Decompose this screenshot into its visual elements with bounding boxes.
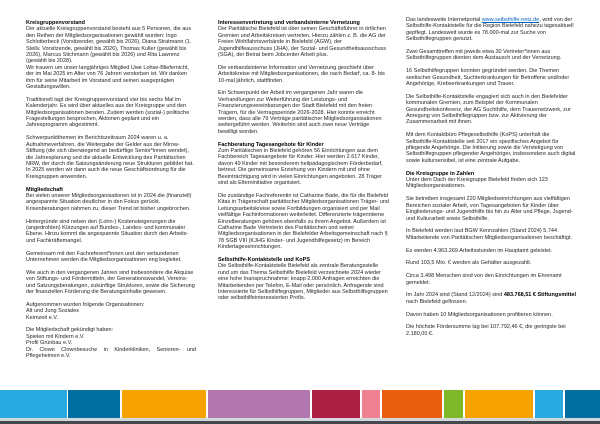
heading-fachberatung-kinder: Fachberatung Tagesangebote für Kinder <box>218 141 324 148</box>
paragraph-profitierende: Davon haben 10 Mitgliedsorganisationen profitieren können. <box>406 311 553 318</box>
paragraph-gruppengruendungen: 16 Selbsthilfegruppen konnten gegründet werden. Die Themen seelischer Gesundheit, Suchterkrankungen für Betroffene und/oder Angehörige, Krebserkrankungen und Trauer. <box>406 68 570 88</box>
list-gekuendigte-mitgliedschaften <box>26 327 196 359</box>
heading-mitgliedschaft: Mitgliedschaft <box>26 186 63 193</box>
paragraph-mitgliedsorganisationen-zahl: Unter dem Dach der Kreisgruppe Bielefeld finden sich 123 Mitgliedsorganisationen. <box>406 177 548 190</box>
heading-selbsthilfe-kontaktstelle: Selbsthilfe-Kontaktstelle und KoPS <box>218 256 310 263</box>
paragraph-arbeitsstunden: Es werden 4.963.269 Arbeitsstunden im Hauptamt geleistet. <box>406 247 553 254</box>
footer-color-bar <box>0 390 600 418</box>
heading-kreisgruppenvorstand: Kreisgruppenvorstand <box>26 20 85 26</box>
paragraph-gremien: Der Paritätische Bielefeld ist über seinen Geschäftsführer in örtlichen Gremien und Arbeitskreisen vertreten. Hierzu zählen z. B. die AG der Freien Wohlfahrtsverbände in Bielefeld (AGW), der Jugendhilfeausschuss (JHA), der Sozial- und Gesundheitsausschuss (SGA), der Beirat beim Jobcenter Arbeit plus. <box>218 26 387 59</box>
footer-color-block-purple <box>208 390 310 418</box>
paragraph-mitgliedseinrichtungen: Sie betreiben insgesamt 220 Mitgliedseinrichtungen aus vielfältigen Bereichen sozialer Arbeit, von Tagesangeboten für Kinder über Eingliederungs- und Jugendhilfe bis hin zu Alter und Pflege, Jugend- und Kulturarbeit sowie Selbsthilfe. <box>406 196 573 222</box>
paragraph-mitarbeitende: In Bielefeld werden laut BGW Kennzahlen (Stand 2024) 5.744 Mitarbeitende von Paritätischen Mitgliedsorganisationen beschäftigt. <box>406 228 573 241</box>
list-item: Keimzeit e.V. <box>26 314 58 321</box>
paragraph-vorstand-mitglieder: Der aktuelle Kreisgruppenvorstand besteht aus 5 Personen, die aus den Reihen der Mitgliedsorganisationen gewählt wurden: Ingo Schlotterbeck (Vorsitzender, gewählt bis 2026), Diana Stratmann (1. Stellv. Vorsitzende, gewählt bis 2026), Thomas Kuller (gewählt bis 2026), Marcus Stichmann (gewählt bis 2026) und Rita Lawrenz (gewählt bis 2028). <box>26 26 192 65</box>
paragraph-foerdersummen: Die höchste Fördersumme lag bei 107.792,46 €, die geringste bei 2.180,00 €. <box>406 324 566 337</box>
footer-color-block-crimson <box>312 390 360 418</box>
column-kreisgruppenvorstand <box>26 20 196 366</box>
paragraph-kommunale-gremien: Die Selbsthilfe-Kontaktstelle engagiert sich auch in den Bielefelder kommunalen Gremien, zum Beispiel der Kommunalen Gesundheitskonferenz, der AG Suchthilfe, dem Trauernetzwerk, zur Anregung von Selbsthilfegruppen bzw. zur Aktivierung der Zusammenarbeit mit ihnen. <box>406 93 571 126</box>
paragraph-hintergruende: Hintergründe sind neben den (Lohn-) Kostensteigerungen die (angedrohten) Kürzungen auf Bundes-, Landes- und kommunaler Ebene. Hinzu kommt die angespannte Situation durch den Arbeits- und Fachkräftemangel. <box>26 218 189 244</box>
footer-color-block-cyan <box>0 390 67 418</box>
paragraph-internetportal <box>406 17 578 43</box>
paragraph-verhandlungen: Ein Schwerpunkt der Arbeit im vergangenen Jahr waren die Verhandlungen zur Weiterführung der Leistungs- und Finanzierungsvereinbarungen der Stadt Bielefeld mit den freien Trägern, für die Vertragsperiode 2026-2028. Hier konnte erreicht werden, dass alle 79 Verträge paritätischer Mitgliedsorganisationen weitergeführt werden. Weiterhin sind auch zwei neue Verträge bewilligt worden. <box>218 90 382 135</box>
paragraph-tagungen: Traditionell tagt der Kreisgruppenvorstand vier bis sechs Mal im Kalenderjahr. Es wird über aktuelles aus der Kreisgruppe und den Mitgliedsorganisationen beraten. Zudem werden (sozial-) politische Fragestellungen besprochen, Aktionen geplant und ein Jahresprogramm abgestimmt. <box>26 96 190 129</box>
paragraph-kops: Mit dem Kontaktbüro Pflegeselbsthilfe (KoPS) unterhält die Selbsthilfe-Kontaktstelle seit 2017 ein spezifisches Angebot für pflegende Angehörige. Die Initiierung sowie die Verstetigung von Selbsthilfegruppen pflegender Angehöriger, insbesondere auch digital sowie kultursensibel, ist eine zentrale Aufgabe. <box>406 132 576 164</box>
footer-color-block-amber-2 <box>465 390 533 418</box>
footer-color-block-dark-blue <box>68 390 120 418</box>
footer-color-block-dark-blue-2 <box>565 390 600 418</box>
list-item: Profil Grünbau e.V. <box>26 340 73 347</box>
footer-color-block-green <box>444 390 463 418</box>
text-after-link: , wird von der Selbsthilfe-Kontaktstelle für die Region Bielefeld nahezu tagesaktuell gepflegt. Landesweit wurde es 78.000-mal zur Suche von Selbsthilfegruppen genutzt. <box>406 17 574 43</box>
paragraph-beratungsinhalte: Wie auch in den vergangenen Jahren sind insbesondere die Akquise von Stiftungs- und Fördermitteln, der Generationswandel, Vereins- und Satzungsberatungen, zukünftige Strukturen, sowie die Sicherung der finanziellen Förderung die Beratungsinhalte gewesen. <box>26 269 195 295</box>
footer-color-block-amber <box>122 390 206 418</box>
selbsthilfe-netz-link[interactable]: www.selbsthilfe-netz.de <box>481 17 540 23</box>
list-title: Die Mitgliedschaft gekündigt haben: <box>26 327 114 334</box>
list-item: Spielen mit Kindern e.V. <box>26 333 85 340</box>
list-title: Aufgenommen wurden folgende Organisationen: <box>26 301 145 308</box>
paragraph-schwerpunktthemen: Schwerpunktthemen im Berichtszeitraum 2024 waren u. a. Aufnahmeverfahren, die Weitergabe der Gelder aus der Mirow-Stiftung (die sich überwiegend an bedürftige Senior*innen wendet), die Jahresplanung und die aktuelle Entwicklung des Paritätischen NRW, der durch die Satzungsänderung neue Strukturen gebildet hat. In 2025 werden wir dann auch die neue Geschäftsordnung für die Kreisgruppen anwenden. <box>26 135 194 180</box>
text-after-bold: nach Bielefeld geflossen. <box>406 298 468 305</box>
footer-color-block-cyan-2 <box>535 390 563 418</box>
paragraph-kontaktstelle: Die Selbsthilfe-Kontaktstelle Bielefeld als zentrale Beratungsstelle rund um das Thema Selbsthilfe Bielefeld verzeichnete 2024 wieder eine hohe Inanspruchnahme: knapp 2.000 Anfragen erreichten die Mitarbeitenden per Telefon, E-Mail oder persönlich. Anfragende sind Interessierte für Selbsthilfegruppen, Mitglieder aus Selbsthilfegruppen oder selbsthilfeinteressierten Profis. <box>218 263 388 302</box>
list-aufgenommene-organisationen <box>26 302 196 321</box>
paragraph-stiftungsmittel <box>406 292 578 305</box>
paragraph-begleitung: Gemeinsam mit den Fachreferent*innen und den verbundenen Unternehmen werden die Mitgliedsorganisationen eng begleitet. <box>26 250 182 263</box>
paragraph-nachruf: Wir trauern um unser langjähriges Mitglied Uwe Lohse-Bliefernicht, der im Mai 2025 im Alter von 76 Jahren verstorben ist. Wir danken ihm für seine Mitarbeit im Vorstand und seinen ausgeprägten Gestaltungswillen. <box>26 64 189 91</box>
paragraph-finanzielle-situation: Bei vielen unserer Mitgliedsorganisationen ist in 2024 die (finanziell) angespannte Situation deutlicher in den Fokus gerückt. Krisenberatungen nahmen zu, dieser Trend ist bisher ungebrochen. <box>26 192 192 212</box>
heading-kreisgruppe-in-zahlen: Die Kreisgruppe in Zahlen <box>406 170 475 177</box>
paragraph-fachreferentin: Die zuständige Fachreferentin ist Catharine Bade, die für die Bielefeld Kitas in Trägerschaft paritätischer Mitgliedsorganisationen Träger- und Leitungsarbeitskreise sowie Fortbildungen organisiert und per Mail vielfältige Fachinformationen weiterleitet. Differenzierte trägerinterne Einzelberatungen gehören ebenfalls zu ihrem Angebot. Außerdem ist Catharine Bade Vertreterin des Paritätischen und seiner Mitgliedsorganisationen in der Bielefelder Arbeitsgemeinschaft nach § 78 SGB VIII (KJHG Kinder- und Jugendhilfegesetz) im Bereich Kindertageseinrichtungen. <box>218 192 389 251</box>
footer-color-block-orange <box>382 390 442 418</box>
paragraph-ehrenamt: Circa 3.498 Menschen sind von den Einrichtungen im Ehrenamt gemeldet. <box>406 273 562 286</box>
stiftungsmittel-amount: 483.768,51 € Stiftungsmittel <box>503 292 576 299</box>
footer-color-block-pink <box>362 390 380 418</box>
list-item: Alt und Jung Soziales <box>26 308 79 315</box>
paragraph-arbeitskreise: Die verbandsinterne Information und Vernetzung geschieht über Arbeitskreise mit Mitgliedsorganisationen, die nach Bedarf, ca. 8- bis 10-mal jährlich, stattfinden. <box>218 64 385 84</box>
paragraph-gesamttreffen: Zwei Gesamttreffen mit jeweils etwa 30 Vertreter*innen aus Selbsthilfegruppen dienten dem Austausch und der Vernetzung. <box>406 49 562 62</box>
text-before-link: Das landesweite Internetportal <box>406 17 482 23</box>
paragraph-gehaelter: Rund 103,5 Mio. € werden als Gehälter ausgezahlt. <box>406 260 532 267</box>
heading-interessenvertretung: Interessenvertretung und verbandsinterne Vernetzung <box>218 20 360 26</box>
text-before-bold: Im Jahr 2024 sind (Stand 12/2024) sind <box>406 292 504 299</box>
column-selbsthilfe-zahlen <box>406 17 578 344</box>
paragraph-tagesangebote: Zum Paritätischen in Bielefeld gehören 56 Einrichtungen aus dem Fachbereich Tagesangebote für Kinder. Hier werden 2.617 Kinder, davon 49 Kinder mit besonderem heilpädagogischem Förderbedarf, betreut. Die gemeinsame Erziehung von Kindern mit und ohne Beeinträchtigung wird in vielen Einrichtungen angeboten. 28 Träger sind als Elterninitiative organisiert. <box>218 148 383 187</box>
column-interessenvertretung <box>218 20 390 308</box>
list-item: Dr. Clown Clownbesuche in Kinderkliniken, Senioren- und Pflegeheimen e.V. <box>26 346 196 359</box>
